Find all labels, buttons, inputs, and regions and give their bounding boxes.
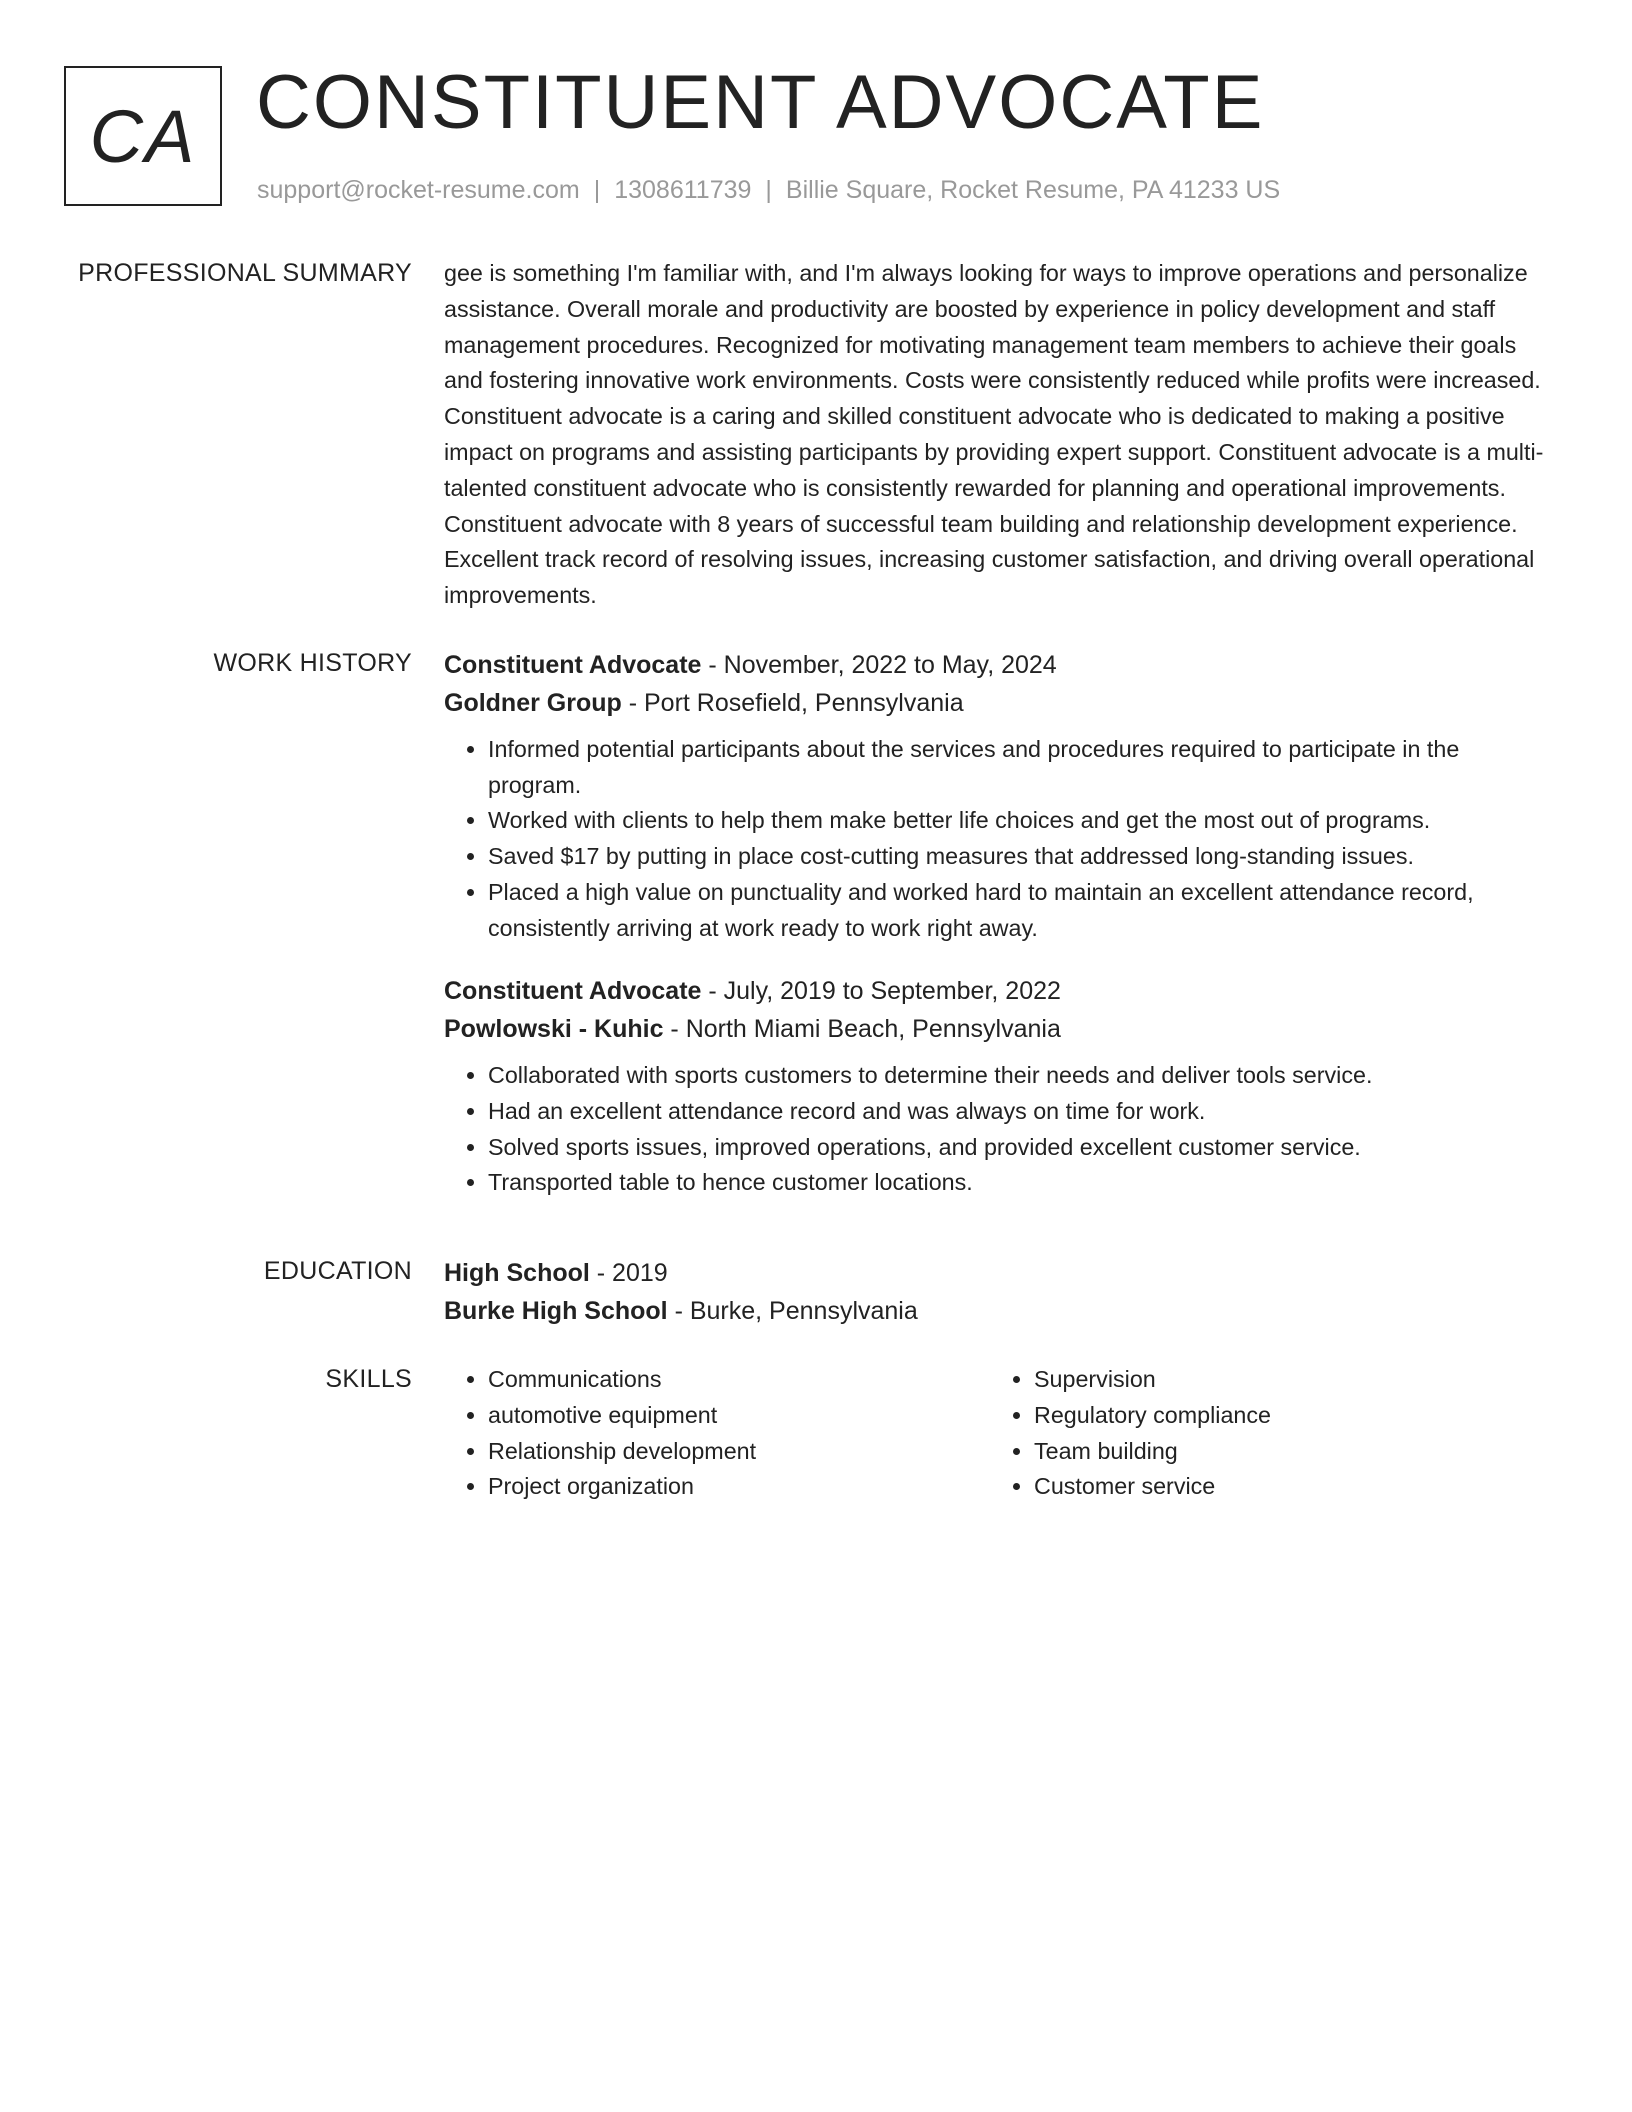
education-school-line <box>444 1292 1552 1330</box>
job-bullet: • Informed potential participants about the services and procedures required to participate in the program. <box>488 732 1552 803</box>
summary-body <box>444 256 1552 614</box>
job-bullet: • Saved $17 by putting in place cost-cutting measures that addressed long-standing issues. <box>488 839 1552 875</box>
skill-item: • Regulatory compliance <box>1034 1398 1536 1434</box>
work-history-body <box>444 646 1552 1201</box>
job-dates: - July, 2019 to September, 2022 <box>701 977 1061 1006</box>
contact-phone: 1308611739 <box>614 176 752 204</box>
job-bullet: • Solved sports issues, improved operations, and provided excellent customer service. <box>488 1130 1552 1166</box>
job-employer: Goldner Group <box>444 689 622 717</box>
job-bullet: • Had an excellent attendance record and was always on time for work. <box>488 1094 1552 1130</box>
job-title: Constituent Advocate <box>444 977 702 1006</box>
skill-item: • Communications <box>488 1362 990 1398</box>
contact-separator: | <box>765 176 772 204</box>
skill-item: • Project organization <box>488 1469 990 1505</box>
job-bullet: • Collaborated with sports customers to determine their needs and deliver tools service. <box>488 1058 1552 1094</box>
job-title: Constituent Advocate <box>444 651 702 679</box>
education-body <box>444 1254 1552 1330</box>
job-entry <box>444 972 1552 1201</box>
skill-item: • Relationship development <box>488 1434 990 1470</box>
job-dates: - November, 2022 to May, 2024 <box>701 651 1057 679</box>
candidate-name: CONSTITUENT ADVOCATE <box>256 60 1265 145</box>
skill-item: • Customer service <box>1034 1469 1536 1505</box>
skills-column-right <box>990 1362 1536 1505</box>
job-location: - Port Rosefield, Pennsylvania <box>621 689 964 717</box>
section-label-skills: SKILLS <box>325 1365 412 1393</box>
job-title-line <box>444 646 1552 684</box>
monogram-initials: CA <box>89 94 197 178</box>
job-bullet: • Placed a high value on punctuality and worked hard to maintain an excellent attendance record, consistently arriving at work ready to work right away. <box>488 875 1552 946</box>
skills-column-left <box>444 1362 990 1505</box>
job-title-line <box>444 972 1552 1010</box>
job-bullet: • Worked with clients to help them make better life choices and get the most out of programs. <box>488 803 1552 839</box>
contact-email: support@rocket-resume.com <box>257 176 580 204</box>
summary-text: gee is something I'm familiar with, and I'm always looking for ways to improve operations and personalize assistance. Overall morale and productivity are boosted by experience in policy development and staff management procedures. Recognized for motivating management team members to achieve their goals and fostering innovative work environments. Costs were consistently reduced while profits were increased. Constituent advocate is a caring and skilled constituent advocate who is dedicated to making a positive impact on programs and assisting participants by providing expert support. Constituent advocate is a multi-talented constituent advocate who is consistently rewarded for planning and operational improvements. Constituent advocate with 8 years of successful team building and relationship development experience. Excellent track record of resolving issues, increasing customer satisfaction, and driving overall operational improvements. <box>444 260 1544 609</box>
education-degree: High School <box>444 1259 590 1287</box>
monogram-box <box>64 66 222 206</box>
job-location: - North Miami Beach, Pennsylvania <box>663 1015 1061 1044</box>
section-label-education: EDUCATION <box>263 1257 412 1285</box>
education-location: - Burke, Pennsylvania <box>667 1297 918 1325</box>
education-degree-line <box>444 1254 1552 1292</box>
contact-separator: | <box>593 176 601 204</box>
job-bullets <box>444 1058 1552 1201</box>
job-bullets <box>444 732 1552 946</box>
section-label-summary: PROFESSIONAL SUMMARY <box>78 259 412 287</box>
skill-item: • Supervision <box>1034 1362 1536 1398</box>
education-school: Burke High School <box>444 1297 668 1325</box>
section-label-work-history: WORK HISTORY <box>213 649 412 677</box>
skill-item: • automotive equipment <box>488 1398 990 1434</box>
job-employer-line <box>444 684 1552 722</box>
job-employer-line <box>444 1010 1552 1048</box>
job-bullet: • Transported table to hence customer locations. <box>488 1165 1552 1201</box>
job-employer: Powlowski - Kuhic <box>444 1015 664 1044</box>
contact-address: Billie Square, Rocket Resume, PA 41233 US <box>785 176 1281 204</box>
contact-line <box>257 174 1280 206</box>
job-entry <box>444 646 1552 946</box>
skills-grid <box>444 1362 1552 1505</box>
skill-item: • Team building <box>1034 1434 1536 1470</box>
skills-body <box>444 1362 1552 1505</box>
education-year: - 2019 <box>589 1259 668 1287</box>
